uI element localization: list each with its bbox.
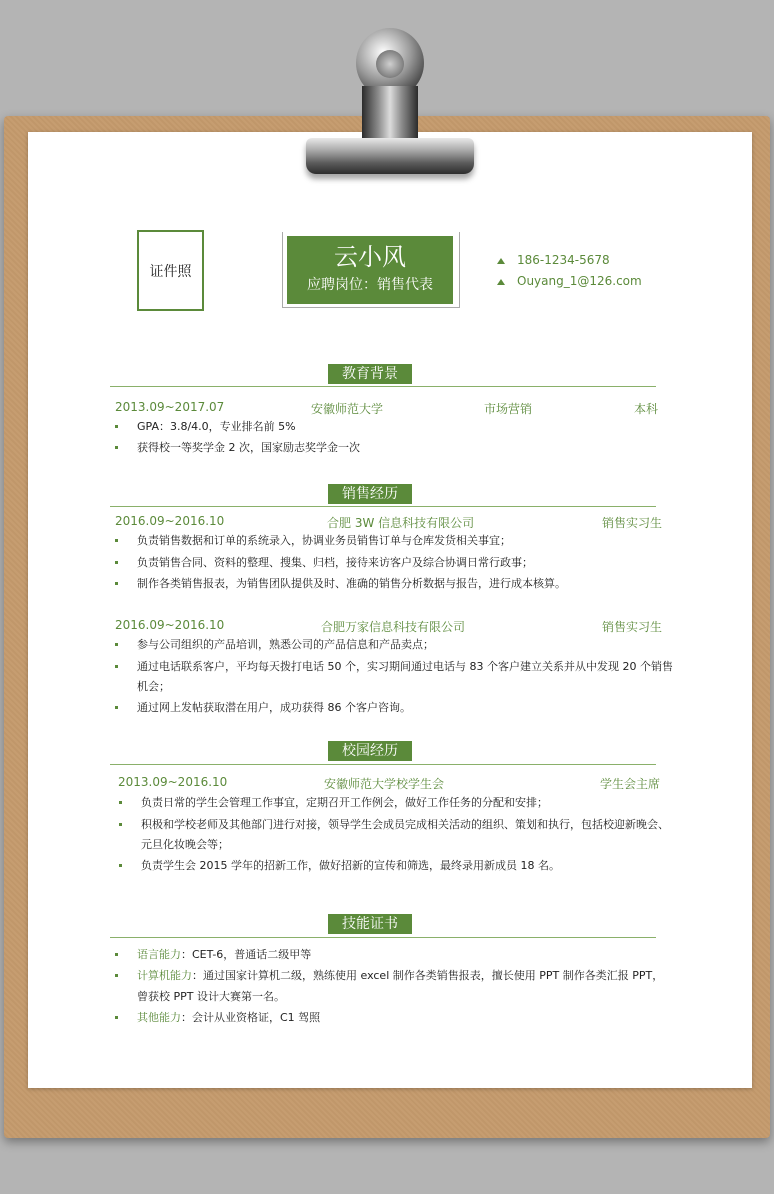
name-box [287,236,453,304]
list-item: 获得校一等奖学金 2 次，国家励志奖学金一次 [137,437,360,458]
list-item: GPA：3.8/4.0，专业排名前 5% [137,416,296,437]
section-title-skills: 技能证书 [328,914,412,934]
skill-computer [137,965,663,986]
job-company: 合肥万家信息科技有限公司 [321,620,466,634]
email-text: Ouyang_1@126.com [517,274,642,288]
list-item: 通过电话联系客户，平均每天拨打电话 50 个，实习期间通过电话与 83 个客户建立关系并从中发现 20 个销售 [137,656,673,677]
applied-position: 应聘岗位：销售代表 [307,277,433,293]
phone-icon [497,258,505,264]
job-role: 销售实习生 [602,516,663,530]
binder-clip [306,138,474,174]
job-date: 2016.09~2016.10 [115,514,225,528]
section-title-education: 教育背景 [328,364,412,384]
section-divider [110,937,656,938]
campus-org: 安徽师范大学校学生会 [324,777,445,791]
list-item: 制作各类销售报表，为销售团队提供及时、准确的销售分析数据与报告，进行成本核算。 [137,573,566,594]
list-item: 负责销售合同、资料的整理、搜集、归档，接待来访客户及综合协调日常行政事； [137,552,533,573]
list-item: 参与公司组织的产品培训，熟悉公司的产品信息和产品卖点； [137,634,434,655]
education-major: 市场营销 [484,402,533,416]
list-item: 积极和学校老师及其他部门进行对接，领导学生会成员完成相关活动的组织、策划和执行，包括校迎新晚会、 [141,814,669,835]
skill-computer-continuation [137,986,285,1007]
job-date: 2016.09~2016.10 [115,618,225,632]
skill-text: 曾获校 PPT 设计大赛第一名。 [137,990,285,1003]
education-school: 安徽师范大学 [311,402,384,416]
campus-role: 学生会主席 [600,777,661,791]
list-item: 负责日常的学生会管理工作事宜，定期召开工作例会，做好工作任务的分配和安排； [141,792,548,813]
skill-other [137,1007,320,1028]
photo-label: 证件照 [149,263,192,280]
applicant-name: 云小风 [334,243,406,271]
clip-arms [362,86,418,138]
skill-label: 其他能力 [137,1011,181,1024]
education-degree: 本科 [634,402,659,416]
skill-text: ：通过国家计算机二级，熟练使用 excel 制作各类销售报表，擅长使用 PPT 制作各类汇报 PPT， [192,969,664,982]
skill-language [137,944,311,965]
clip-ring-hole [376,50,404,78]
email-icon [497,279,505,285]
list-item-continuation: 元旦化妆晚会等； [141,838,229,851]
list-item: 负责学生会 2015 学年的招新工作，做好招新的宣传和筛选，最终录用新成员 18 名。 [141,855,560,876]
contact-email [497,274,642,288]
skill-text: ：会计从业资格证，C1 驾照 [181,1011,321,1024]
contact-phone [497,253,610,267]
section-title-sales: 销售经历 [328,484,412,504]
list-item: 负责销售数据和订单的系统录入，协调业务员销售订单与仓库发货相关事宜； [137,530,511,551]
list-item: 通过网上发帖获取潜在用户，成功获得 86 个客户咨询。 [137,697,411,718]
section-divider [110,764,656,765]
skill-label: 语言能力 [137,948,181,961]
section-divider [110,506,656,507]
skill-text: ：CET-6，普通话二级甲等 [181,948,312,961]
job-role: 销售实习生 [602,620,663,634]
list-item-continuation: 机会； [137,680,170,693]
skill-label: 计算机能力 [137,969,192,982]
section-title-campus: 校园经历 [328,741,412,761]
section-divider [110,386,656,387]
phone-text: 186-1234-5678 [517,253,610,267]
campus-date: 2013.09~2016.10 [118,775,228,789]
job-company: 合肥 3W 信息科技有限公司 [327,516,475,530]
photo-placeholder [137,230,204,311]
education-date: 2013.09~2017.07 [115,400,225,414]
